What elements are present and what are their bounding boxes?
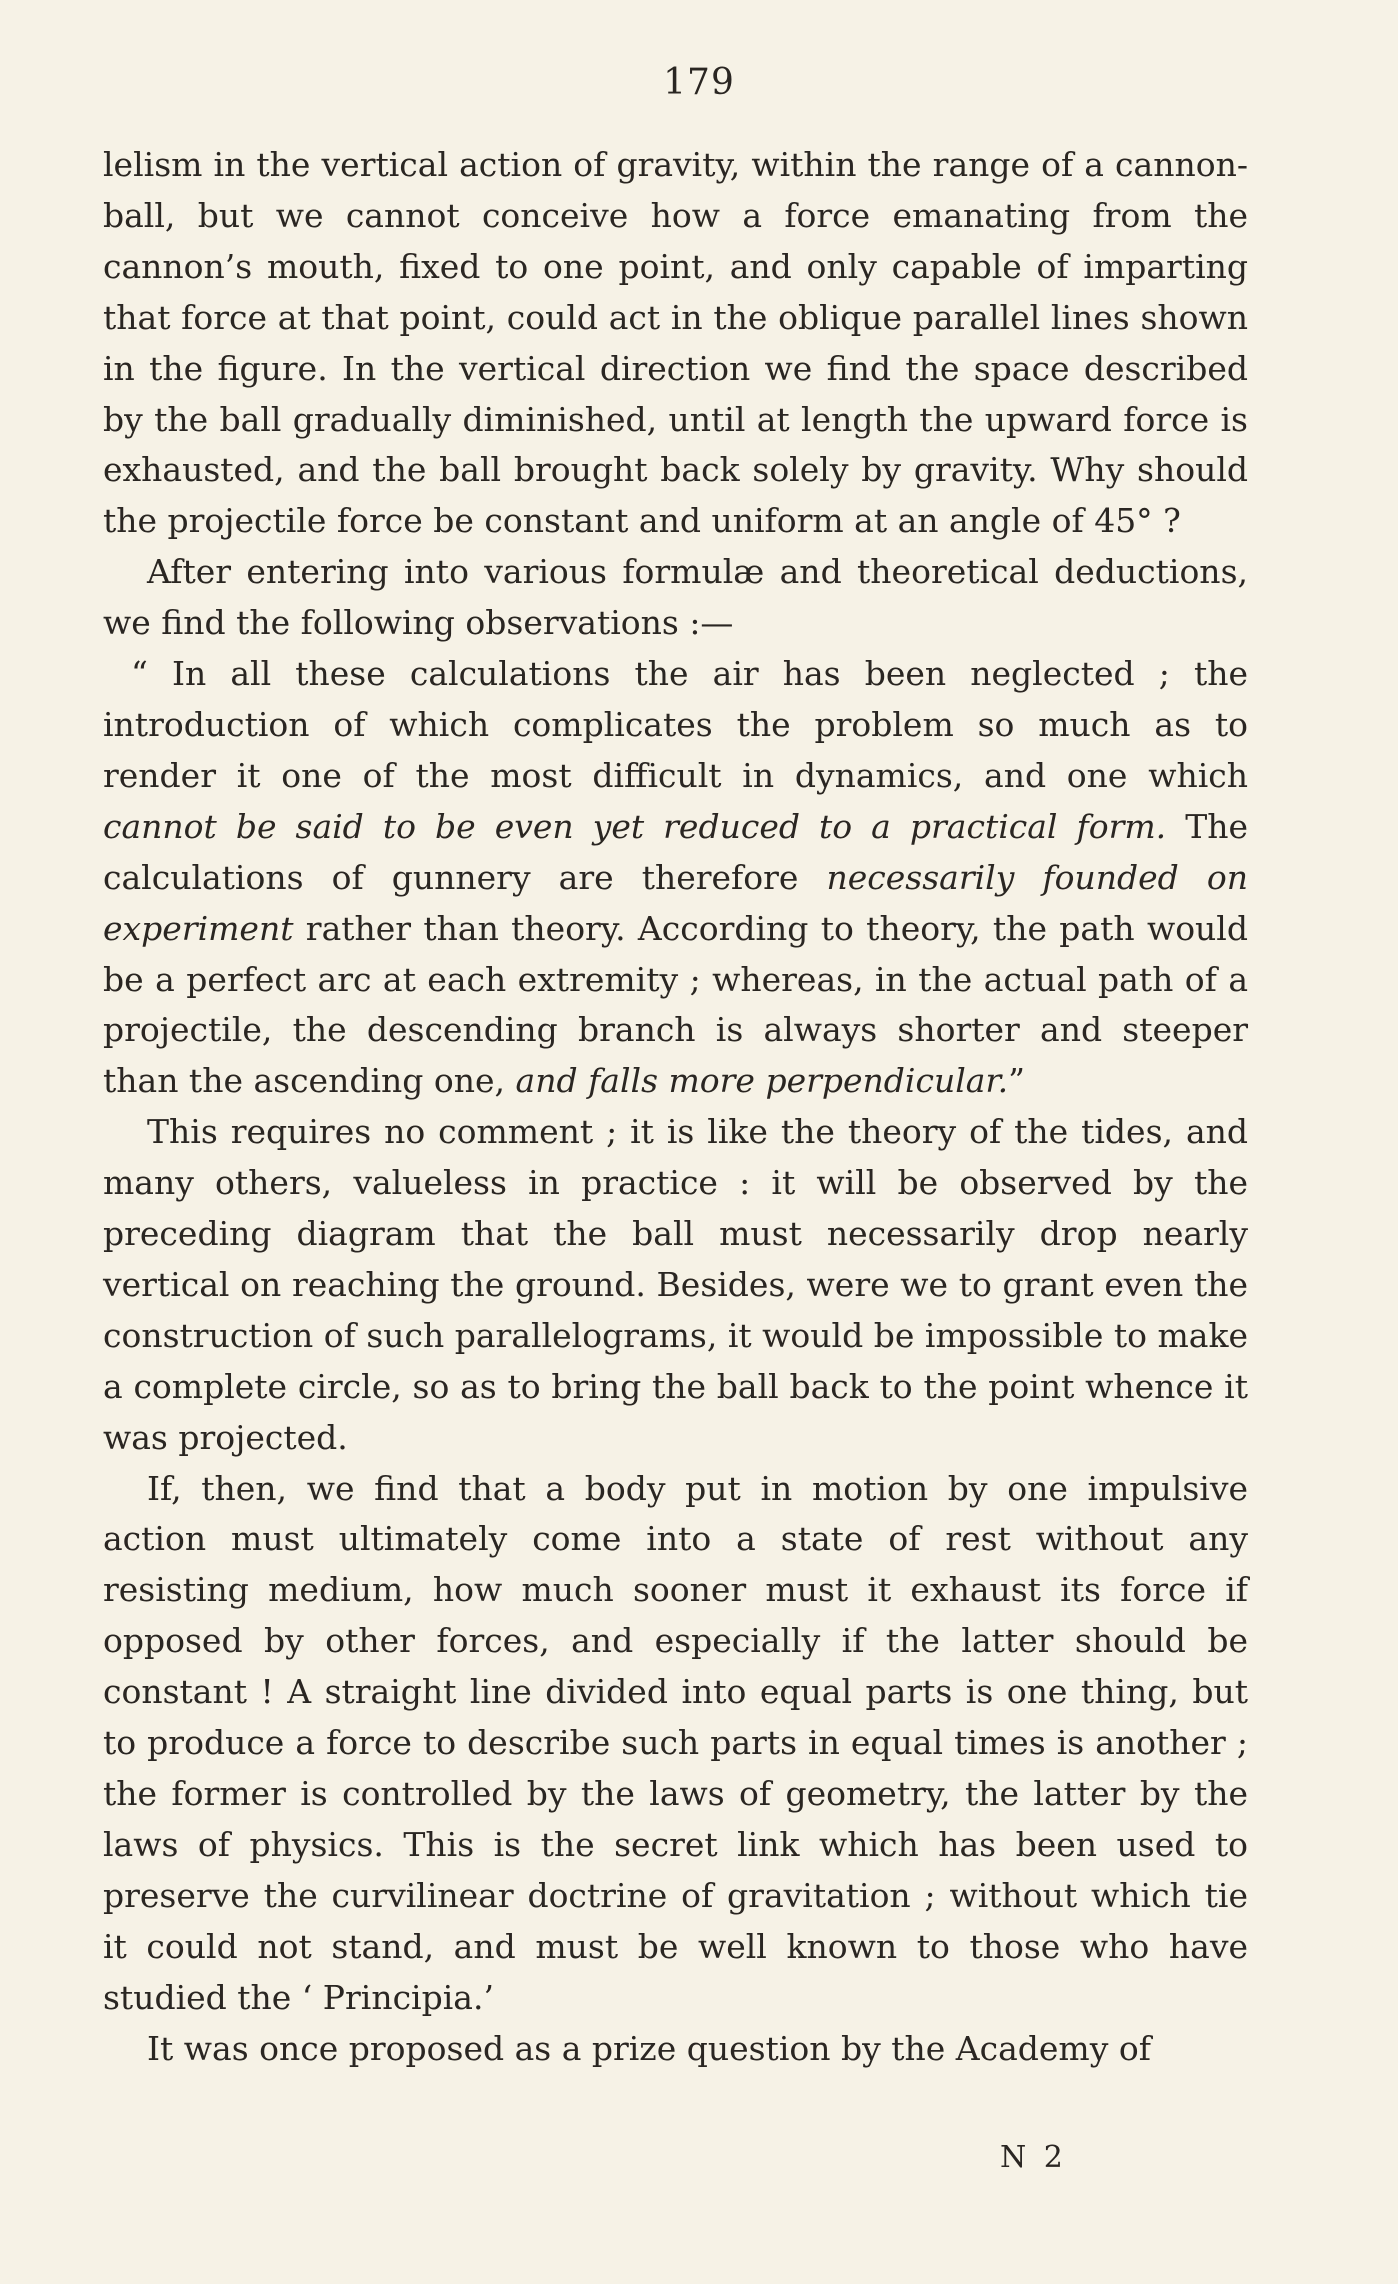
text-run: ”: [1008, 1061, 1025, 1101]
emphasized-text: cannot be said to be even yet reduced to a practical form.: [103, 806, 1167, 846]
text-run: The calculations of gunnery are therefore: [103, 806, 1248, 897]
paragraph: [103, 1464, 1248, 2024]
text-run: rather than theory. According to theory, the path would be a perfect arc at each extremity ; whereas, in the actual path of a projectile, the descending branch is always shorter and steeper than the ascending one,: [103, 908, 1248, 1101]
paragraph: [103, 140, 1248, 547]
page-number: 179: [663, 62, 735, 103]
text-run: It was once proposed as a prize question by the Academy of: [147, 2028, 1151, 2068]
emphasized-text: necessarily founded on experiment: [103, 857, 1248, 948]
paragraph: [103, 547, 1248, 649]
paragraph: [103, 2024, 1248, 2075]
body-text: [103, 140, 1248, 2074]
text-run: “ In all these calculations the air has been neglected ; the introduction of which complicates the problem so much as to render it one of the most difficult in dynamics, and one which: [103, 654, 1248, 795]
text-run: This requires no comment ; it is like the theory of the tides, and many others, valueless in practice : it will be observed by the preceding diagram that the ball must necessarily drop nearly vertical on reaching the ground. Besides, were we to grant even the construction of such parallelograms, it would be impossible to make a complete circle, so as to bring the ball back to the point whence it was projected.: [103, 1112, 1248, 1457]
emphasized-text: and falls more perpendicular.: [515, 1061, 1009, 1101]
signature-mark: N 2: [1000, 2140, 1067, 2175]
paragraph: [103, 649, 1248, 1107]
text-run: After entering into various formulæ and theoretical deductions, we find the following observations :—: [103, 552, 1248, 643]
paragraph: [103, 1107, 1248, 1463]
text-run: lelism in the vertical action of gravity, within the range of a cannon-ball, but we cannot conceive how a force emanating from the cannon’s mouth, fixed to one point, and only capable of imparting that force at that point, could act in the oblique parallel lines shown in the figure. In the vertical direction we find the space described by the ball gradually diminished, until at length the upward force is exhausted, and the ball brought back solely by gravity. Why should the projectile force be constant and uniform at an angle of 45° ?: [103, 145, 1248, 541]
text-run: If, then, we find that a body put in motion by one impulsive action must ultimately come into a state of rest without any resisting medium, how much sooner must it exhaust its force if opposed by other forces, and especially if the latter should be constant ! A straight line divided into equal parts is one thing, but to produce a force to describe such parts in equal times is another ; the former is controlled by the laws of geometry, the latter by the laws of physics. This is the secret link which has been used to preserve the curvilinear doctrine of gravitation ; without which tie it could not stand, and must be well known to those who have studied the ‘ Principia.’: [103, 1468, 1248, 2017]
